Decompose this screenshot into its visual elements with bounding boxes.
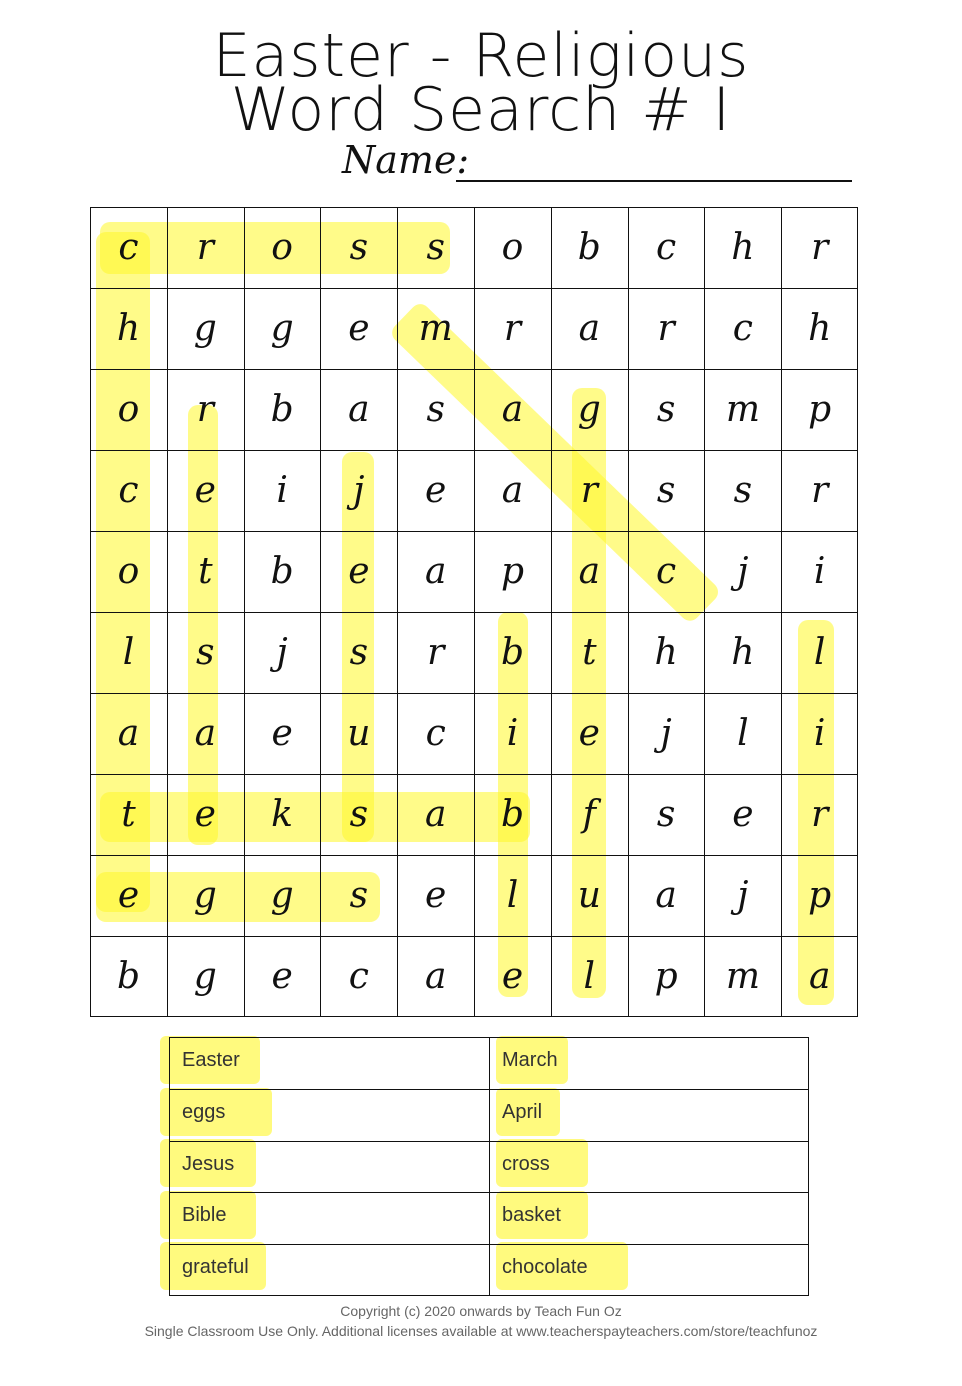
grid-letter[interactable]: g (270, 875, 294, 916)
grid-letter[interactable]: c (118, 227, 139, 268)
word-list-divider (489, 1037, 490, 1296)
grid-letter[interactable]: e (194, 794, 216, 835)
grid-letter[interactable]: p (808, 389, 832, 430)
name-label: Name: (342, 138, 470, 182)
word-item: eggs (182, 1101, 226, 1123)
grid-letter[interactable]: r (657, 308, 675, 349)
grid-letter[interactable]: e (501, 956, 524, 997)
grid-letter[interactable]: o (271, 227, 293, 268)
grid-letter[interactable]: i (813, 551, 826, 592)
grid-letter[interactable]: j (276, 632, 288, 673)
grid-letter[interactable]: s (656, 794, 676, 835)
grid-letter[interactable]: s (349, 794, 369, 835)
grid-letter[interactable]: l (737, 713, 749, 754)
grid-letter[interactable]: e (425, 875, 447, 916)
grid-letter[interactable]: b (500, 794, 525, 835)
grid-letter[interactable]: r (196, 227, 214, 268)
word-item: chocolate (502, 1256, 588, 1278)
grid-letter[interactable]: t (121, 794, 136, 835)
grid-letter[interactable]: m (418, 308, 453, 349)
grid-letter[interactable]: b (116, 956, 141, 997)
grid-letter[interactable]: e (578, 713, 600, 754)
grid-letter[interactable]: j (660, 713, 672, 754)
grid-letter[interactable]: g (193, 956, 217, 997)
grid-letter[interactable]: a (501, 470, 524, 511)
grid-letter[interactable]: e (271, 956, 293, 997)
grid-letter[interactable]: h (731, 227, 755, 268)
grid-letter[interactable]: s (426, 389, 445, 430)
grid-letter[interactable]: s (426, 227, 445, 268)
grid-letter[interactable]: e (732, 794, 754, 835)
grid-letter[interactable]: p (500, 551, 525, 592)
grid-letter[interactable]: l (122, 632, 135, 673)
grid-letter[interactable]: m (725, 956, 760, 997)
grid-letter[interactable]: i (276, 470, 288, 511)
grid-letter[interactable]: a (578, 308, 601, 349)
grid-letter[interactable]: l (813, 632, 826, 673)
grid-letter[interactable]: e (117, 875, 140, 916)
grid-letter[interactable]: r (811, 227, 829, 268)
grid-letter[interactable]: a (808, 956, 831, 997)
grid-letter[interactable]: a (501, 389, 524, 430)
grid-letter[interactable]: l (506, 875, 519, 916)
grid-letter[interactable]: a (348, 389, 370, 430)
grid-letter[interactable]: f (582, 794, 596, 835)
grid-letter[interactable]: s (349, 632, 369, 673)
grid-letter[interactable]: r (811, 470, 829, 511)
word-item: grateful (182, 1256, 249, 1278)
grid-letter[interactable]: s (196, 632, 215, 673)
word-item: Easter (182, 1049, 240, 1071)
grid-letter[interactable]: b (270, 389, 294, 430)
word-list-rule (169, 1192, 809, 1193)
license-text: Single Classroom Use Only. Additional licenses available at www.teacherspayteachers.com/store/teachfunoz (144, 1323, 818, 1339)
grid-letter[interactable]: s (349, 875, 369, 916)
grid-letter[interactable]: h (654, 632, 678, 673)
grid-letter[interactable]: a (424, 794, 447, 835)
grid-letter[interactable]: g (270, 308, 294, 349)
grid-letter[interactable]: t (198, 551, 213, 592)
grid-letter[interactable]: a (424, 551, 447, 592)
grid-letter[interactable]: m (725, 389, 760, 430)
grid-letter[interactable]: j (737, 875, 749, 916)
grid-letter[interactable]: c (118, 470, 139, 511)
grid-letter[interactable]: h (808, 308, 832, 349)
word-item: March (502, 1049, 558, 1071)
grid-letter[interactable]: a (578, 551, 601, 592)
word-item: April (502, 1101, 543, 1123)
grid-letter[interactable]: o (117, 551, 140, 592)
grid-letter[interactable]: c (732, 308, 753, 349)
word-item: Jesus (182, 1153, 235, 1175)
grid-letter[interactable]: u (577, 875, 601, 916)
grid-letter[interactable]: r (196, 389, 214, 430)
grid-letter[interactable]: e (271, 713, 293, 754)
grid-letter[interactable]: s (733, 470, 753, 511)
grid-letter[interactable]: j (737, 551, 749, 592)
grid-letter[interactable]: e (425, 470, 447, 511)
grid-letter[interactable]: c (656, 551, 677, 592)
word-item: Bible (182, 1204, 227, 1226)
grid-letter[interactable]: g (193, 875, 217, 916)
grid-letter[interactable]: k (271, 794, 293, 835)
grid-letter[interactable]: e (348, 551, 370, 592)
word-list-rule (169, 1141, 809, 1142)
grid-letter[interactable]: c (425, 713, 446, 754)
grid-letter[interactable]: s (656, 389, 676, 430)
grid-letter[interactable]: a (117, 713, 140, 754)
grid-letter[interactable]: o (117, 389, 140, 430)
grid-letter[interactable]: i (506, 713, 519, 754)
grid-letter[interactable]: g (193, 308, 217, 349)
grid-letter[interactable]: t (582, 632, 597, 673)
grid-letter[interactable]: c (656, 227, 677, 268)
grid-letter[interactable]: a (655, 875, 677, 916)
worksheet-title-line-2: Word Search # I (230, 75, 732, 145)
grid-letter[interactable]: j (353, 470, 365, 511)
grid-letter[interactable]: r (580, 470, 598, 511)
grid-letter[interactable]: g (577, 389, 601, 430)
grid-letter[interactable]: s (656, 470, 676, 511)
copyright-text: Copyright (c) 2020 onwards by Teach Fun Oz (340, 1303, 622, 1319)
word-item: basket (502, 1204, 561, 1226)
grid-letter[interactable]: o (501, 227, 524, 268)
grid-letter[interactable]: b (577, 227, 601, 268)
grid-letter[interactable]: l (583, 956, 596, 997)
grid-letter[interactable]: h (731, 632, 755, 673)
grid-letter[interactable]: r (503, 308, 522, 349)
grid-letter[interactable]: b (500, 632, 525, 673)
grid-letter[interactable]: b (270, 551, 294, 592)
grid-letter[interactable]: a (194, 713, 217, 754)
grid-letter[interactable]: e (194, 470, 216, 511)
grid-letter[interactable]: h (116, 308, 141, 349)
grid-letter[interactable]: i (813, 713, 826, 754)
grid-letter[interactable]: e (348, 308, 370, 349)
word-list-rule (169, 1089, 809, 1090)
name-input-line[interactable] (456, 180, 852, 182)
worksheet-title-line-1: Easter - Religious (212, 21, 750, 91)
grid-letter[interactable]: p (654, 956, 678, 997)
grid-letter[interactable]: c (348, 956, 369, 997)
word-item: cross (502, 1153, 550, 1175)
word-list-rule (169, 1244, 809, 1245)
grid-letter[interactable]: r (811, 794, 829, 835)
grid-letter[interactable]: u (347, 713, 371, 754)
grid-letter[interactable]: r (427, 632, 445, 673)
grid-letter[interactable]: a (424, 956, 447, 997)
grid-letter[interactable]: s (349, 227, 369, 268)
grid-letter[interactable]: p (808, 875, 832, 916)
